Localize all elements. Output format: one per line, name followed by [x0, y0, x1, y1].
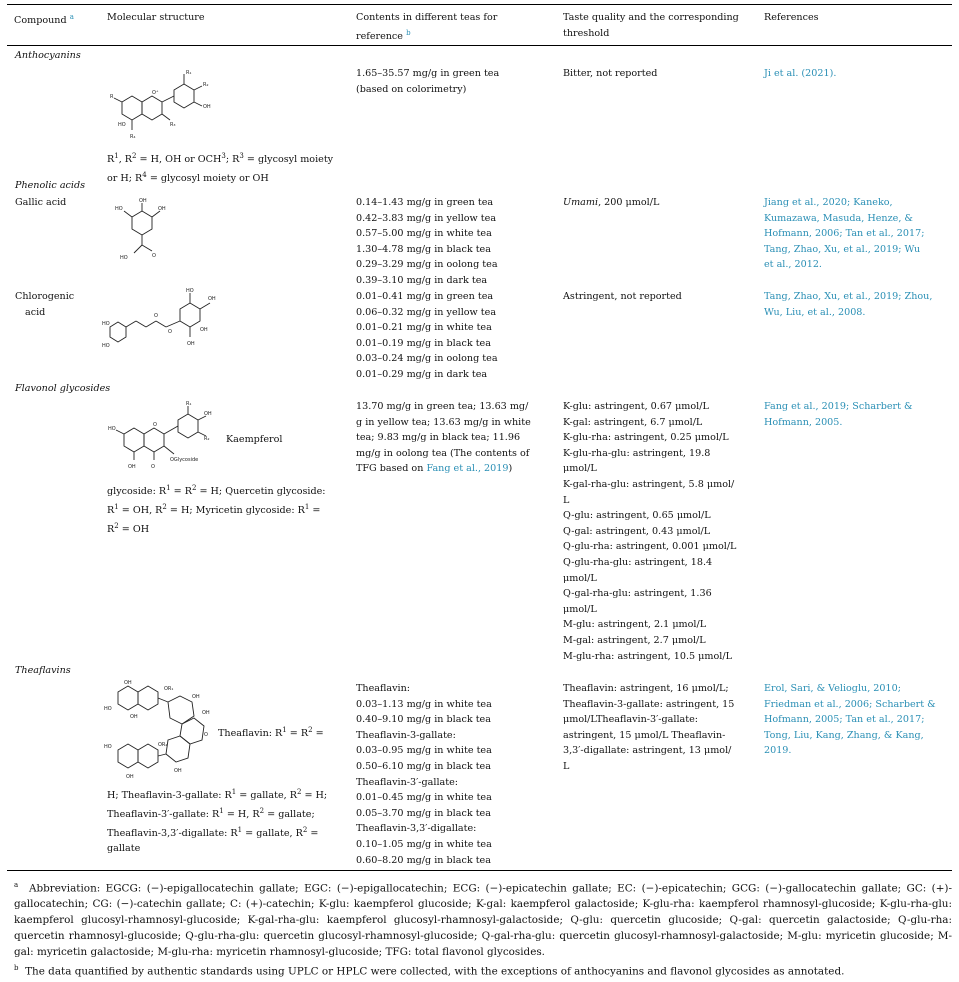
svg-text:OH: OH	[126, 774, 134, 780]
gallic-acid-taste: Umami, 200 μmol/L	[563, 197, 660, 208]
chlorogenic-acid-structure-image	[102, 287, 232, 355]
flavonol-references[interactable]: Fang et al., 2019; Scharbert & Hofmann, 2005.	[764, 401, 913, 428]
theaflavin-inline-label: Theaflavin: $R^1 = R^2$ =	[218, 726, 324, 740]
flavonol-caption: glycoside: $R^1 = R^2 = H$; Quercetin glycoside: $R^1$ = OH, $R^2 = H$; Myricetin glycoside: $R^1$ = $R^2$ = OH	[107, 484, 326, 535]
theaflavin-references[interactable]: Erol, Sari, & Velioglu, 2010; Friedman et al., 2006; Scharbert & Hofmann, 2005; Tan et al., 2017; Tong, Liu, Kang, Zhang, & Kang, 2019.	[764, 683, 936, 757]
svg-text:R: R	[110, 94, 114, 100]
bottom-rule	[7, 870, 952, 871]
svg-text:R₄: R₄	[130, 134, 136, 140]
header-taste: Taste quality and the corresponding threshold	[563, 12, 739, 39]
header-rule	[7, 45, 952, 46]
gallic-acid-contents: 0.14–1.43 mg/g in green tea 0.42–3.83 mg/g in yellow tea 0.57–5.00 mg/g in white tea 1.30–4.78 mg/g in black tea 0.29–3.29 mg/g in oolong tea 0.39–3.10 mg/g in dark tea	[356, 197, 498, 286]
svg-text:OH: OH	[203, 104, 211, 110]
svg-text:HO: HO	[104, 744, 112, 750]
header-structure: Molecular structure	[107, 12, 205, 23]
header-compound: Compound $^a$	[14, 13, 74, 27]
section-theaflavins: Theaflavins	[15, 665, 71, 676]
anthocyanin-structure-image	[104, 66, 224, 148]
svg-text:OH: OH	[124, 680, 132, 686]
gallic-acid-references[interactable]: Jiang et al., 2020; Kaneko, Kumazawa, Masuda, Henze, & Hofmann, 2006; Tan et al., 2017; Tang, Zhao, Xu, et al., 2019; Wu et al., 2012.	[764, 197, 925, 271]
svg-text:O: O	[152, 253, 156, 259]
anthocyanin-taste: Bitter, not reported	[563, 68, 658, 79]
svg-text:HO: HO	[186, 288, 194, 294]
svg-text:OH: OH	[208, 296, 216, 302]
flavonol-structure-image	[108, 398, 224, 478]
gallic-acid-structure-image	[112, 197, 172, 263]
flavonol-taste-list: K-glu: astringent, 0.67 μmol/L K-gal: astringent, 6.7 μmol/L K-glu-rha: astringent, 0.25 μmol/L K-glu-rha-glu: astringent, 19.8 μmol/L K-gal-rha-glu: astringent, 5.8 μmol/ L Q-glu: astringent, 0.65 μmol/L Q-gal: astringent, 0.43 μmol/L Q-glu-rha: astringent, 0.001 μmol/L Q-glu-rha-glu: astringent, 18.4 μmol/L Q-gal-rha-glu: astringent, 1.36 μmol/L M-glu: astringent, 2.1 μmol/L M-gal: astringent, 2.7 μmol/L M-glu-rha: astringent, 10.5 μmol/L	[563, 401, 737, 662]
svg-text:HO: HO	[120, 255, 128, 261]
svg-text:R₃: R₃	[170, 122, 176, 128]
svg-text:HO: HO	[102, 343, 110, 349]
svg-text:O: O	[154, 313, 158, 319]
top-rule	[7, 4, 952, 5]
anthocyanin-caption: $R^1$, $R^2 = H$, OH or OCH$^3$; $R^3$ = glycosyl moiety or H; $R^4$ = glycosyl moiety or OH	[107, 152, 334, 184]
kaempferol-label: Kaempferol	[226, 434, 283, 445]
svg-text:OR₂: OR₂	[158, 742, 168, 748]
anthocyanin-reference-link[interactable]: Ji et al. (2021).	[764, 68, 837, 79]
footnote-a: $^a$ Abbreviation: EGCG: (−)-epigallocatechin gallate; EGC: (−)-epigallocatechin; ECG: (−)-epicatechin gallate; EC: (−)-epicatechin; GCG: (−)-gallocatechin gallate; GC: (+)-gallocatechin; CG: (−)-catechin gallate; C: (+)-catechin; K-glu: kaempferol glucoside; K-gal: kaempferol galactoside; K-glu-rha: kaempferol rhamnosyl-glucoside; K-glu-rha-glu: kaempferol glucosyl-rhamnosyl-glucoside; K-gal-rha-glu: kaempferol glucosyl-rhamnosyl-galactoside; Q-glu: quercetin glucoside; Q-gal: quercetin galactoside; Q-glu-rha: quercetin rhamnosyl-glucoside; Q-glu-rha-glu: quercetin glucosyl-rhamnosyl-glucoside; Q-gal-rha-glu: quercetin glucosyl-rhamnosyl-galactoside; M-glu: myricetin glucoside; M-gal: myricetin galactoside; M-glu-rha: myricetin rhamnosyl-glucoside; TFG: total flavonol glycosides.	[14, 881, 952, 959]
chlorogenic-acid-name: Chlorogenic acid	[15, 291, 75, 318]
svg-text:O: O	[204, 732, 208, 738]
svg-text:OH: OH	[139, 198, 147, 204]
svg-text:HO: HO	[108, 426, 116, 432]
svg-text:OH: OH	[192, 694, 200, 700]
chlorogenic-acid-contents: 0.01–0.41 mg/g in green tea 0.06–0.32 mg/g in yellow tea 0.01–0.21 mg/g in white tea 0.01–0.19 mg/g in black tea 0.03–0.24 mg/g in oolong tea 0.01–0.29 mg/g in dark tea	[356, 291, 498, 380]
section-flavonol-glycosides: Flavonol glycosides	[15, 383, 111, 394]
chlorogenic-acid-references[interactable]: Tang, Zhao, Xu, et al., 2019; Zhou, Wu, Liu, et al., 2008.	[764, 291, 933, 318]
header-contents: Contents in different teas for reference $^b$	[356, 12, 498, 42]
chlorogenic-acid-taste: Astringent, not reported	[563, 291, 682, 302]
theaflavin-caption: H; Theaflavin-3-gallate: $R^1$ = gallate, $R^2 = H$; Theaflavin-3′-gallate: $R^1 = H$, $R^2$ = gallate; Theaflavin-3,3′-digallate: $R^1$ = gallate, $R^2$ = gallate	[107, 788, 328, 855]
svg-text:OGlycoside: OGlycoside	[170, 457, 199, 463]
header-references: References	[764, 12, 819, 23]
svg-text:OH: OH	[128, 464, 136, 470]
svg-text:R₂: R₂	[204, 436, 210, 442]
svg-text:OH: OH	[174, 768, 182, 774]
svg-text:HO: HO	[102, 321, 110, 327]
svg-text:O: O	[153, 422, 157, 428]
svg-text:OH: OH	[130, 714, 138, 720]
theaflavin-taste: Theaflavin: astringent, 16 μmol/L; Theaflavin-3-gallate: astringent, 15 μmol/LTheaflavin-3′-gallate: astringent, 15 μmol/L Theaflavin- 3,3′-digallate: astringent, 13 μmol/ L	[563, 683, 735, 772]
gallic-acid-name: Gallic acid	[15, 197, 67, 208]
svg-text:O: O	[168, 329, 172, 335]
flavonol-contents-link[interactable]: Fang et al., 2019	[426, 463, 509, 475]
section-anthocyanins: Anthocyanins	[15, 50, 81, 61]
svg-text:OH: OH	[158, 206, 166, 212]
svg-text:OH: OH	[204, 411, 212, 417]
section-phenolic-acids: Phenolic acids	[15, 180, 86, 191]
svg-text:OR₁: OR₁	[164, 686, 174, 692]
svg-text:OH: OH	[187, 341, 195, 347]
flavonol-contents: 13.70 mg/g in green tea; 13.63 mg/ g in yellow tea; 13.63 mg/g in white tea; 9.83 mg/g in black tea; 11.96 mg/g in oolong tea (The contents of TFG based on Fang et al., 2019)	[356, 401, 531, 475]
svg-text:R₂: R₂	[203, 82, 209, 88]
theaflavin-contents: Theaflavin: 0.03–1.13 mg/g in white tea 0.40–9.10 mg/g in black tea Theaflavin-3-gallate: 0.03–0.95 mg/g in white tea 0.50–6.10 mg/g in black tea Theaflavin-3′-gallate: 0.01–0.45 mg/g in white tea 0.05–3.70 mg/g in black tea Theaflavin-3,3′-digallate: 0.10–1.05 mg/g in white tea 0.60–8.20 mg/g in black tea	[356, 683, 492, 866]
anthocyanin-contents: 1.65–35.57 mg/g in green tea (based on colorimetry)	[356, 68, 500, 95]
svg-text:OH: OH	[200, 327, 208, 333]
footnote-b: $^b$ The data quantified by authentic standards using UPLC or HPLC were collected, with the exceptions of anthocyanins and flavonol glycosides as annotated.	[14, 964, 845, 978]
svg-text:O: O	[151, 464, 155, 470]
svg-text:R₁: R₁	[186, 70, 192, 76]
svg-text:HO: HO	[115, 206, 123, 212]
theaflavin-structure-image	[104, 680, 216, 782]
svg-text:O⁺: O⁺	[152, 90, 159, 96]
svg-text:R₁: R₁	[186, 401, 192, 407]
svg-text:HO: HO	[104, 706, 112, 712]
svg-text:HO: HO	[118, 122, 126, 128]
svg-text:OH: OH	[202, 710, 210, 716]
